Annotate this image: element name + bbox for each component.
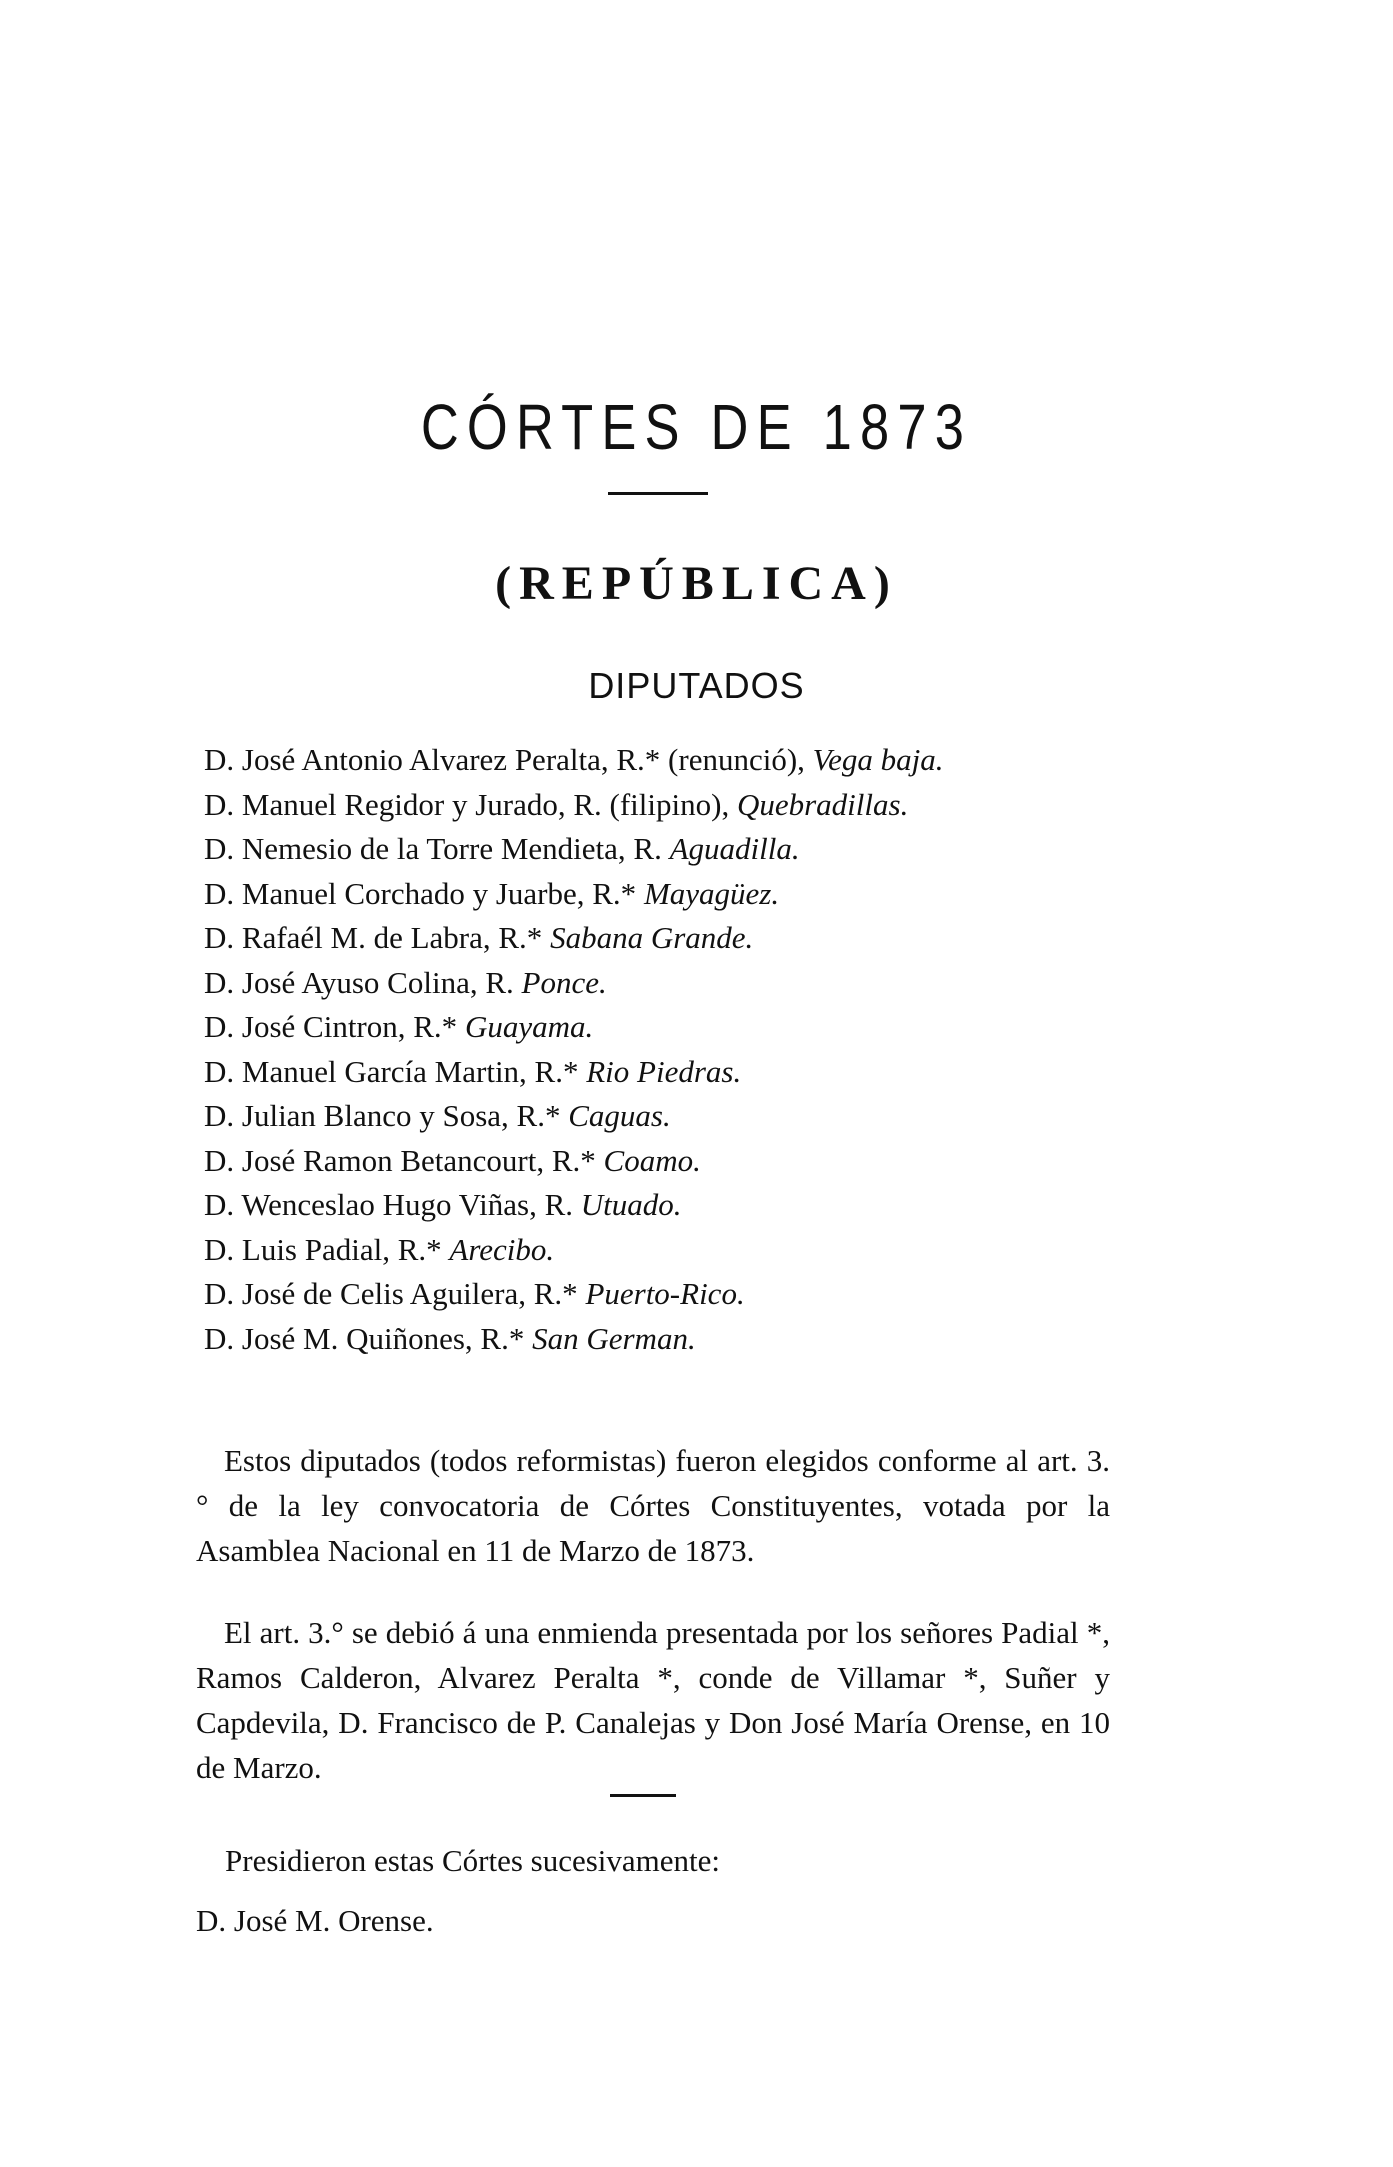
deputy-district: Quebradillas. — [736, 786, 909, 822]
presidents-intro: Presidieron estas Córtes sucesivamente: — [225, 1843, 721, 1878]
deputy-district: Rio Piedras. — [586, 1053, 742, 1089]
list-item — [204, 1183, 944, 1228]
deputy-name: D. Rafaél M. de Labra, R.* — [204, 920, 551, 955]
deputy-district: Guayama. — [464, 1009, 594, 1044]
deputy-name: D. José Ayuso Colina, R. — [204, 964, 522, 1000]
deputy-district: Arecibo. — [449, 1231, 555, 1267]
page-subtitle: (REPÚBLICA) — [495, 557, 898, 610]
deputy-name: D. José Cintron, R.* — [204, 1009, 465, 1044]
deputy-name: D. José Ramon Betancourt, R.* — [204, 1142, 604, 1178]
deputy-name: D. Manuel Corchado y Juarbe, R.* — [204, 875, 644, 911]
deputy-name: D. José M. Quiñones, R.* — [204, 1320, 533, 1356]
deputy-district: San German. — [532, 1320, 696, 1356]
deputies-list — [204, 738, 944, 1361]
list-item — [204, 1005, 944, 1050]
deputy-district: Ponce. — [521, 964, 607, 1000]
list-item — [204, 1317, 944, 1362]
title-divider — [608, 492, 708, 495]
section-divider — [610, 1794, 676, 1797]
list-item — [204, 1272, 944, 1317]
deputy-district: Mayagüez. — [643, 875, 780, 911]
amendment-paragraph: El art. 3.° se debió á una enmienda presentada por los señores Padial *, Ramos Calderon, Alvarez Peralta *, conde de Villamar *, Suñer y Capdevila, D. Francisco de P. Canalejas y Don José María Orense, en 10 de Marzo. — [196, 1615, 1110, 1785]
election-paragraph: Estos diputados (todos reformistas) fueron elegidos conforme al art. 3.° de la ley convocatoria de Córtes Constituyentes, votada por la Asamblea Nacional en 11 de Marzo de 1873. — [196, 1443, 1110, 1568]
deputy-district: Aguadilla. — [669, 831, 800, 866]
deputy-name: D. Luis Padial, R.* — [204, 1231, 450, 1267]
list-item — [204, 872, 944, 917]
list-item — [204, 1139, 944, 1184]
list-item — [204, 738, 944, 783]
deputy-district: Sabana Grande. — [550, 920, 754, 955]
list-item — [204, 827, 944, 872]
deputy-name: D. Manuel Regidor y Jurado, R. (filipino), — [204, 786, 737, 822]
list-item — [204, 1050, 944, 1095]
list-item — [204, 1228, 944, 1273]
deputy-name: D. José de Celis Aguilera, R.* — [204, 1276, 586, 1311]
section-heading: DIPUTADOS — [588, 665, 805, 706]
deputy-district: Puerto-Rico. — [585, 1276, 745, 1311]
deputy-district: Utuado. — [580, 1187, 682, 1222]
list-item — [204, 1094, 944, 1139]
deputy-district: Vega baja. — [812, 742, 944, 777]
deputy-name: D. Julian Blanco y Sosa, R.* — [204, 1098, 569, 1133]
deputy-district: Caguas. — [568, 1098, 671, 1133]
page-title: CÓRTES DE 1873 — [420, 391, 973, 463]
deputy-district: Coamo. — [603, 1142, 701, 1178]
deputy-name: D. Wenceslao Hugo Viñas, R. — [204, 1187, 581, 1222]
deputy-name: D. Manuel García Martin, R.* — [204, 1053, 587, 1089]
list-item — [204, 961, 944, 1006]
deputy-name: D. Nemesio de la Torre Mendieta, R. — [204, 831, 670, 866]
list-item — [204, 916, 944, 961]
deputy-name: D. José Antonio Alvarez Peralta, R.* (renunció), — [204, 742, 813, 777]
president-name: D. José M. Orense. — [196, 1903, 434, 1938]
list-item — [204, 783, 944, 828]
